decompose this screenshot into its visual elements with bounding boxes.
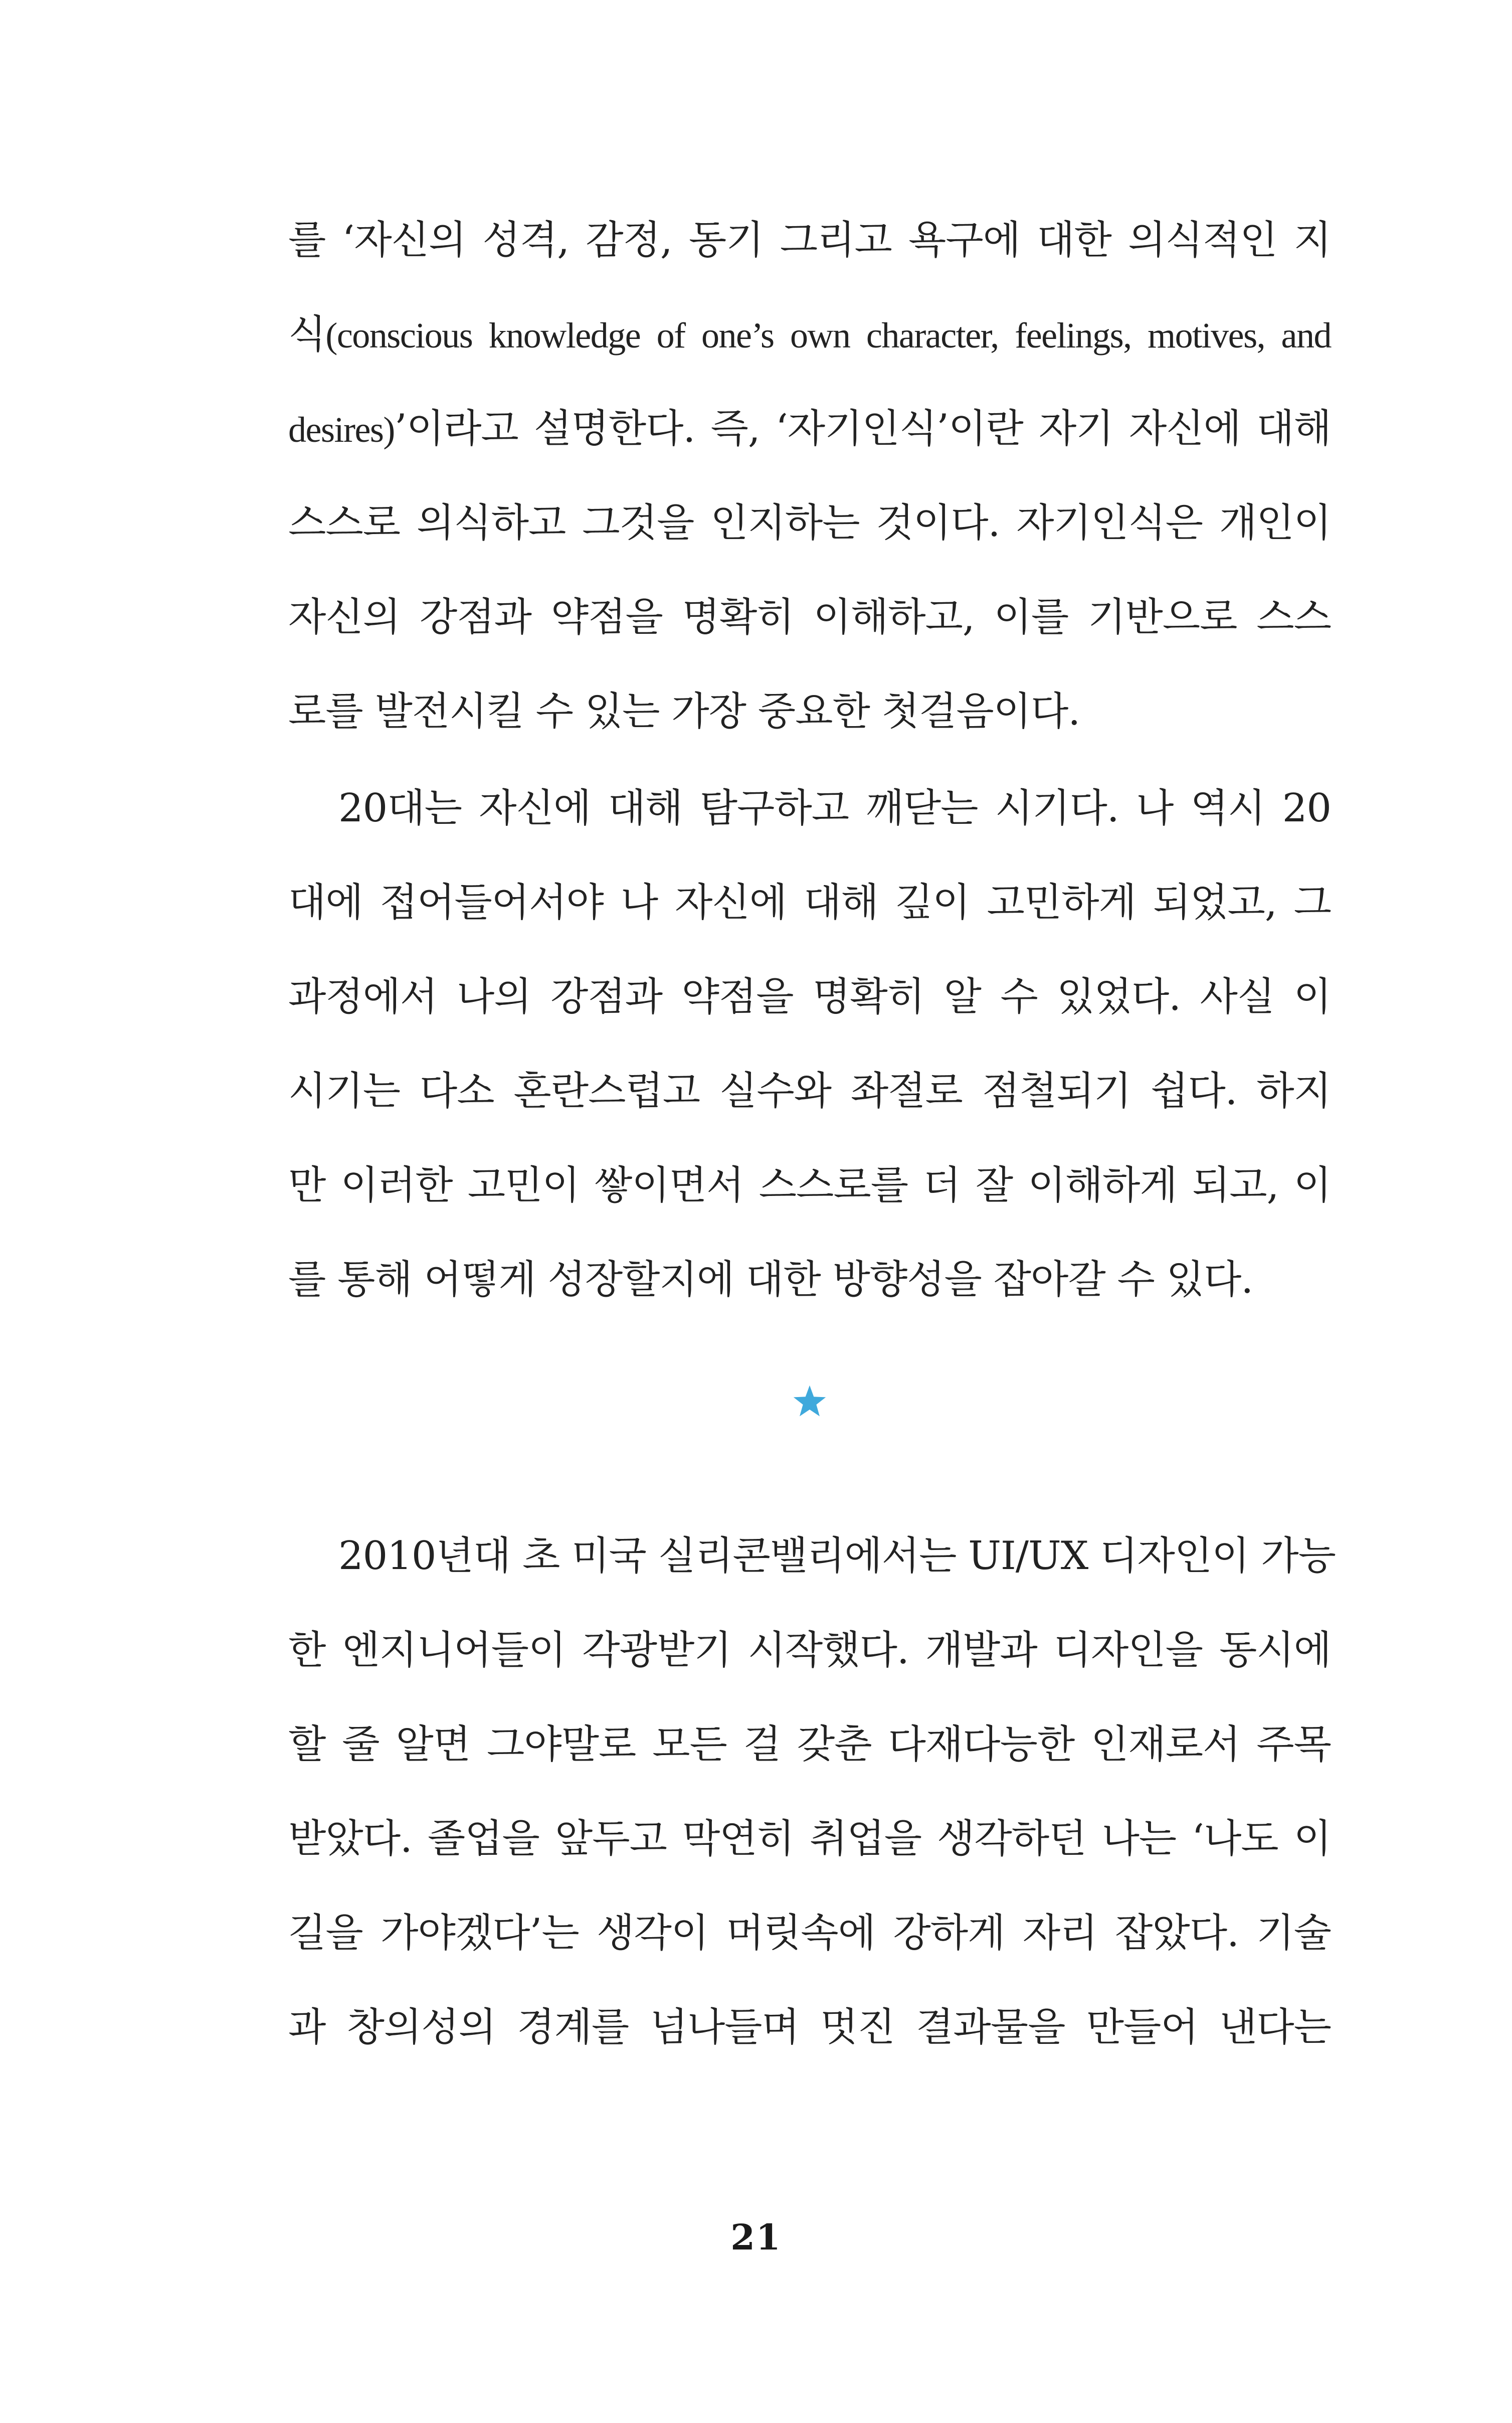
text-line <box>288 382 1331 476</box>
star-shape <box>794 1386 826 1417</box>
text-line: 길을 가야겠다’는 생각이 머릿속에 강하게 자리 잡았다. 기술 <box>288 1911 1331 1956</box>
star-icon <box>792 1384 827 1419</box>
text-line: 를 ‘자신의 성격, 감정, 동기 그리고 욕구에 대한 의식적인 지 <box>288 218 1331 263</box>
paragraph-twenties <box>288 761 1331 1327</box>
text-fragment-korean: 식 <box>288 312 326 357</box>
text-fragment-english: (conscious knowledge of one’s own character, feelings, motives, and <box>325 315 1331 356</box>
text-line <box>288 287 1331 382</box>
paragraph-self-awareness <box>288 193 1331 759</box>
text-line: 2010년대 초 미국 실리콘밸리에서는 UI/UX 디자인이 가능 <box>338 1533 1336 1579</box>
text-fragment-english: desires) <box>288 410 395 450</box>
text-line: 자신의 강점과 약점을 명확히 이해하고, 이를 기반으로 스스 <box>288 595 1331 640</box>
text-line: 받았다. 졸업을 앞두고 막연히 취업을 생각하던 나는 ‘나도 이 <box>288 1816 1331 1861</box>
text-line: 과정에서 나의 강점과 약점을 명확히 알 수 있었다. 사실 이 <box>288 974 1331 1019</box>
text-line: 를 통해 어떻게 성장할지에 대한 방향성을 잡아갈 수 있다. <box>288 1257 1253 1302</box>
paragraph-silicon-valley <box>288 1509 1336 2074</box>
text-line: 스스로 의식하고 그것을 인지하는 것이다. 자기인식은 개인이 <box>288 500 1331 546</box>
text-line: 한 엔지니어들이 각광받기 시작했다. 개발과 디자인을 동시에 <box>288 1628 1331 1673</box>
page-number: 21 <box>730 2216 782 2258</box>
text-line: 과 창의성의 경계를 넘나들며 멋진 결과물을 만들어 낸다는 <box>288 2005 1331 2050</box>
text-line: 만 이러한 고민이 쌓이면서 스스로를 더 잘 이해하게 되고, 이 <box>288 1163 1331 1208</box>
text-line: 시기는 다소 혼란스럽고 실수와 좌절로 점철되기 쉽다. 하지 <box>288 1069 1331 1114</box>
text-line: 할 줄 알면 그야말로 모든 걸 갖춘 다재다능한 인재로서 주목 <box>288 1722 1331 1767</box>
text-fragment-korean: ’이라고 설명한다. 즉, ‘자기인식’이란 자기 자신에 대해 <box>394 406 1331 451</box>
text-line: 로를 발전시킬 수 있는 가장 중요한 첫걸음이다. <box>288 689 1080 734</box>
text-line: 대에 접어들어서야 나 자신에 대해 깊이 고민하게 되었고, 그 <box>288 880 1331 925</box>
text-line: 20대는 자신에 대해 탐구하고 깨닫는 시기다. 나 역시 20 <box>338 786 1331 831</box>
